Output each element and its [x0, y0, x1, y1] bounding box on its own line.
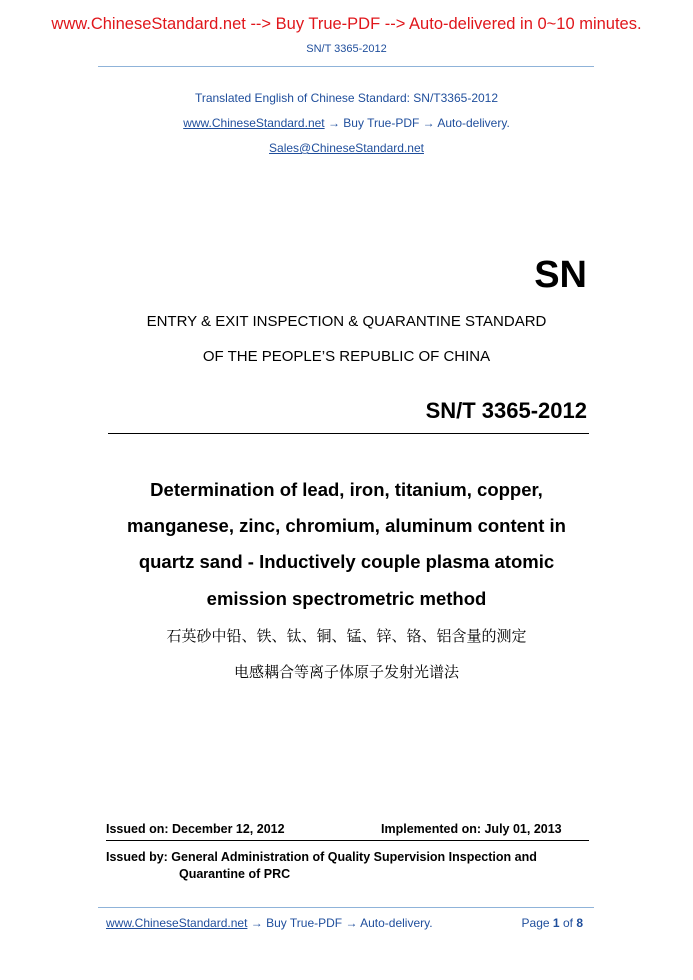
- issued-by-continued: Quarantine of PRC: [179, 867, 291, 881]
- header-divider: [98, 66, 594, 67]
- promo-text: → Buy True-PDF → Auto-delivery.: [324, 116, 510, 130]
- title-line-4: emission spectrometric method: [206, 588, 487, 609]
- page-indicator: [522, 916, 583, 930]
- chinese-title-line-1: 石英砂中铅、铁、钛、铜、锰、锌、铬、铝含量的测定: [166, 627, 527, 645]
- footer-promo-text: → Buy True-PDF → Auto-delivery.: [247, 916, 433, 930]
- footer-promo: [106, 916, 433, 930]
- page-number: 1: [552, 916, 560, 930]
- chinese-title-line-2: 电感耦合等离子体原子发射光谱法: [233, 663, 459, 681]
- title-line-2: manganese, zinc, chromium, aluminum content in: [127, 515, 566, 536]
- sn-mark: SN: [534, 254, 587, 296]
- sales-email-link[interactable]: Sales@ChineseStandard.net: [269, 141, 424, 155]
- issue-divider: [106, 840, 589, 841]
- implemented-on: Implemented on: July 01, 2013: [381, 822, 562, 836]
- issued-on: Issued on: December 12, 2012: [106, 822, 285, 836]
- page-total: 8: [576, 916, 583, 930]
- footer-site-link[interactable]: www.ChineseStandard.net: [106, 916, 248, 930]
- title-divider: [108, 433, 589, 434]
- promo-line: [0, 116, 693, 130]
- of-label: of: [562, 916, 573, 930]
- site-link[interactable]: www.ChineseStandard.net: [183, 116, 325, 130]
- footer-divider: [98, 907, 594, 908]
- translation-note: Translated English of Chinese Standard: SN/T3365-2012: [194, 91, 499, 105]
- header-standard-code: SN/T 3365-2012: [306, 43, 387, 55]
- standard-type-line1: ENTRY & EXIT INSPECTION & QUARANTINE STANDARD: [146, 313, 547, 330]
- title-line-1: Determination of lead, iron, titanium, copper,: [150, 479, 543, 500]
- standard-type-line2: OF THE PEOPLE’S REPUBLIC OF CHINA: [202, 348, 491, 365]
- issued-by: Issued by: General Administration of Quality Supervision Inspection and: [106, 850, 537, 864]
- sales-line: [0, 141, 693, 155]
- title-line-3: quartz sand - Inductively couple plasma atomic: [138, 551, 555, 572]
- standard-number: SN/T 3365-2012: [425, 398, 587, 423]
- promo-banner[interactable]: www.ChineseStandard.net --> Buy True-PDF --> Auto-delivered in 0~10 minutes.: [51, 15, 642, 33]
- page-label: Page: [521, 916, 550, 930]
